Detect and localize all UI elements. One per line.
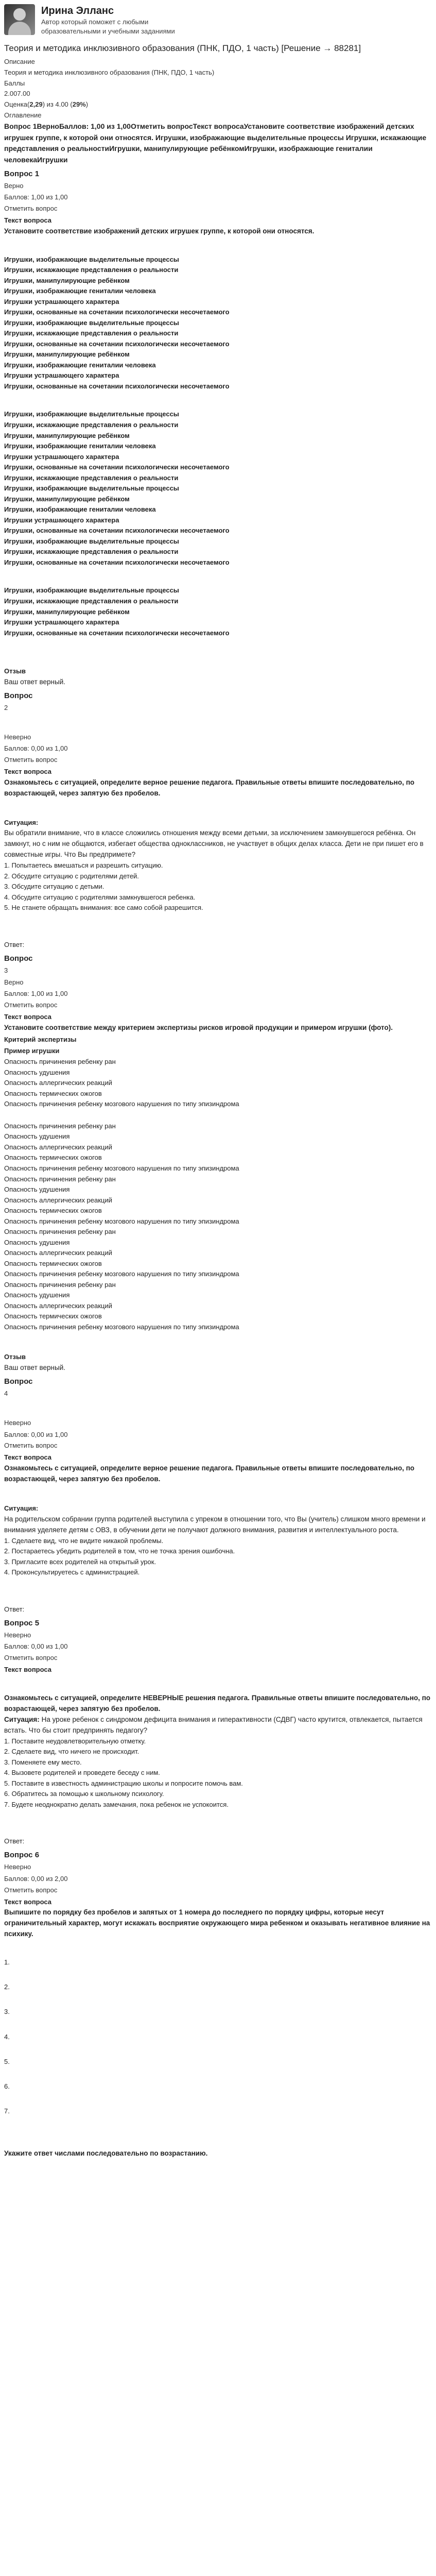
toc-text: Вопрос 1ВерноБаллов: 1,00 из 1,00Отметить вопросТекст вопросаУстановите соответствие изображений детских игрушек группе, к которой они относятся. Игрушки, изображающие выделительные процессы Игрушки, искажающие представления о реальностиИгрушки, манипулирующие ребёнкомИгрушки, изображающие гениталии человекаИгрушки xyxy=(4,122,427,164)
answer-item: Игрушки устрашающего характера xyxy=(4,371,119,380)
numbered-item: 3. xyxy=(4,2008,10,2016)
question-text-label: Текст вопроса xyxy=(4,1897,52,1906)
feedback-text: Ваш ответ верный. xyxy=(4,677,65,686)
criterion-item: Опасность удушения xyxy=(4,1132,70,1141)
question-heading: Вопрос 5 xyxy=(4,1618,40,1628)
criterion-item: Опасность причинения ребенку мозгового нарушения по типу эпизиндрома xyxy=(4,1270,239,1278)
answer-item: Игрушки, манипулирующие ребёнком xyxy=(4,350,130,359)
answer-item: Игрушки, основанные на сочетании психологически несочетаемого xyxy=(4,382,230,390)
criterion-item: Опасность термических ожогов xyxy=(4,1312,102,1320)
answer-item: Игрушки устрашающего характера xyxy=(4,516,119,524)
criterion-item: Опасность причинения ребенку мозгового нарушения по типу эпизиндрома xyxy=(4,1217,239,1225)
options-list xyxy=(4,1536,432,1578)
price-value: 2.007.00 xyxy=(4,90,30,98)
answer-item: Игрушки, основанные на сочетании психологически несочетаемого xyxy=(4,463,230,471)
criterion-item: Опасность причинения ребенку ран xyxy=(4,1058,116,1066)
option-item: 4. Вызовете родителей и проведете беседу с ним. xyxy=(4,1769,160,1777)
answer-item: Игрушки устрашающего характера xyxy=(4,618,119,626)
answer-item: Игрушки, основанные на сочетании психологически несочетаемого xyxy=(4,340,230,348)
options-list xyxy=(4,1736,432,1810)
author-block xyxy=(4,4,432,36)
author-avatar[interactable] xyxy=(4,4,35,35)
question-text-label: Текст вопроса xyxy=(4,1012,52,1021)
situation-label: Ситуация: xyxy=(4,1715,40,1723)
criterion-item: Опасность причинения ребенку ран xyxy=(4,1280,116,1289)
question-status: Неверно xyxy=(4,1863,31,1871)
criterion-item: Опасность причинения ребенку мозгового нарушения по типу эпизиндрома xyxy=(4,1100,239,1108)
numbered-list xyxy=(4,1957,432,2116)
criterion-item: Опасность удушения xyxy=(4,1291,70,1299)
question-status: Верно xyxy=(4,978,24,986)
question-status: Неверно xyxy=(4,733,31,741)
question-score: Баллов: 0,00 из 2,00 xyxy=(4,1875,68,1883)
flag-question-link[interactable]: Отметить вопрос xyxy=(4,1442,58,1450)
answer-item: Игрушки, изображающие выделительные процессы xyxy=(4,484,179,493)
feedback-label: Отзыв xyxy=(4,1353,26,1361)
flag-question-link[interactable]: Отметить вопрос xyxy=(4,1654,58,1662)
description-label: Описание xyxy=(4,58,35,66)
answer-item: Игрушки, изображающие выделительные процессы xyxy=(4,255,179,263)
options-list xyxy=(4,860,432,913)
flag-question-link[interactable]: Отметить вопрос xyxy=(4,756,58,764)
option-item: 3. Поменяете ему место. xyxy=(4,1758,82,1766)
criterion-item: Опасность аллергических реакций xyxy=(4,1079,112,1087)
question-prompt: Выпишите по порядку без пробелов и запятых от 1 номера до последнего по порядку цифры, которые несут ограничительный характер, могут искажать восприятие окружающего мира ребенком и оказывать негативное влияние на психику. xyxy=(4,1908,430,1938)
option-item: 7. Будете неоднократно делать замечания, пока ребенок не успокоится. xyxy=(4,1800,229,1808)
question-prompt: Ознакомьтесь с ситуацией, определите верное решение педагога. Правильные ответы впишите последовательно, по возрастающей, через запятую без пробелов. xyxy=(4,778,414,797)
author-name[interactable]: Ирина Элланс xyxy=(41,5,114,16)
option-item: 3. Пригласите всех родителей на открытый урок. xyxy=(4,1557,156,1566)
criterion-item: Опасность термических ожогов xyxy=(4,1089,102,1097)
question-score: Баллов: 0,00 из 1,00 xyxy=(4,1642,68,1651)
answer-item: Игрушки устрашающего характера xyxy=(4,452,119,461)
question-prompt: Ознакомьтесь с ситуацией, определите верное решение педагога. Правильные ответы впишите последовательно, по возрастающей, через запятую без пробелов. xyxy=(4,1464,414,1483)
question-3 xyxy=(4,953,432,1333)
criterion-item: Опасность аллергических реакций xyxy=(4,1301,112,1310)
rating-of: из 4.00 ( xyxy=(46,100,73,109)
criterion-item: Опасность аллергических реакций xyxy=(4,1143,112,1151)
feedback-label: Отзыв xyxy=(4,667,26,675)
question-1 xyxy=(4,168,432,639)
question-prompt: Установите соответствие между критерием экспертизы рисков игровой продукции и примером игрушки (фото). xyxy=(4,1023,393,1031)
option-item: 5. Не станете обращать внимания: все само собой разрешится. xyxy=(4,904,203,912)
criterion-item: Опасность причинения ребенку ран xyxy=(4,1228,116,1236)
question-heading: Вопрос xyxy=(4,1377,33,1386)
rating-score: 2,29 xyxy=(29,100,43,109)
rating-line: Оценка(2,29) из 4.00 (29%) xyxy=(4,100,89,109)
criterion-item: Опасность причинения ребенку мозгового нарушения по типу эпизиндрома xyxy=(4,1164,239,1172)
option-item: 4. Проконсультируетесь с администрацией. xyxy=(4,1568,140,1577)
numbered-item: 6. xyxy=(4,2082,10,2090)
answer-item: Игрушки, основанные на сочетании психологически несочетаемого xyxy=(4,527,230,535)
answer-item: Игрушки, изображающие гениталии человека xyxy=(4,505,156,514)
answer-item: Игрушки, искажающие представления о реальности xyxy=(4,266,179,274)
numbered-item: 4. xyxy=(4,2032,10,2041)
situation-text: На уроке ребенок с синдромом дефицита внимания и гиперактивности (СДВГ) часто крутится, отвлекается, пытается встать. Что бы стоит предпринять педагогу? xyxy=(4,1715,423,1734)
question-2 xyxy=(4,666,432,951)
rating-prefix: Оценка xyxy=(4,100,28,109)
criterion-item: Опасность удушения xyxy=(4,1185,70,1194)
answer-label: Ответ: xyxy=(4,1605,25,1613)
flag-question-link[interactable]: Отметить вопрос xyxy=(4,1886,58,1894)
option-item: 2. Сделаете вид, что ничего не происходит. xyxy=(4,1748,139,1756)
option-item: 5. Поставите в известность администрацию школы и попросите помочь вам. xyxy=(4,1779,243,1787)
criterion-item: Опасность причинения ребенку мозгового нарушения по типу эпизиндрома xyxy=(4,1323,239,1331)
situation-label: Ситуация: xyxy=(4,1504,39,1512)
feedback-text: Ваш ответ верный. xyxy=(4,1364,65,1372)
question-text-label: Текст вопроса xyxy=(4,1453,52,1462)
answer-item: Игрушки, манипулирующие ребёнком xyxy=(4,607,130,616)
question-text-label: Текст вопроса xyxy=(4,216,52,224)
answer-item: Игрушки, искажающие представления о реальности xyxy=(4,597,179,605)
numbered-item: 1. xyxy=(4,1958,10,1967)
author-info xyxy=(41,4,206,36)
option-item: 1. Сделаете вид, что не видите никакой проблемы. xyxy=(4,1536,164,1545)
answer-item: Игрушки, изображающие выделительные процессы xyxy=(4,537,179,545)
criteria-list xyxy=(4,1057,432,1332)
answer-item: Игрушки, изображающие гениталии человека xyxy=(4,361,156,369)
question-number: 3 xyxy=(4,966,8,974)
question-score: Баллов: 1,00 из 1,00 xyxy=(4,193,68,201)
answer-item: Игрушки, изображающие выделительные процессы xyxy=(4,586,179,595)
question-status: Неверно xyxy=(4,1631,31,1639)
question-status: Верно xyxy=(4,181,24,190)
answer-item: Игрушки, манипулирующие ребёнком xyxy=(4,431,130,439)
question-heading: Вопрос 6 xyxy=(4,1851,40,1860)
question-text-label: Текст вопроса xyxy=(4,767,52,775)
numbered-item: 7. xyxy=(4,2107,10,2115)
option-item: 1. Попытаетесь вмешаться и разрешить ситуацию. xyxy=(4,861,163,870)
situation-label: Ситуация: xyxy=(4,818,39,826)
description-text: Теория и методика инклюзивного образования (ПНК, ПДО, 1 часть) xyxy=(4,68,215,76)
rating-percent: 29% xyxy=(72,100,86,109)
numbered-item: 5. xyxy=(4,2057,10,2065)
answer-item: Игрушки, изображающие выделительные процессы xyxy=(4,318,179,327)
option-item: 3. Обсудите ситуацию с детьми. xyxy=(4,883,104,891)
criterion-item: Опасность аллергических реакций xyxy=(4,1196,112,1204)
question-prompt: Установите соответствие изображений детских игрушек группе, к которой они относятся. xyxy=(4,227,315,235)
question-heading: Вопрос xyxy=(4,954,33,963)
option-item: 4. Обсудите ситуацию с родителями замкнувшегося ребенка. xyxy=(4,893,196,901)
answer-instruction: Укажите ответ числами последовательно по возрастанию. xyxy=(4,2149,208,2158)
option-item: 6. Обратитесь за помощью к школьному психологу. xyxy=(4,1790,164,1798)
question-5 xyxy=(4,1617,432,1848)
question-heading: Вопрос 1 xyxy=(4,169,40,178)
situation-text: Вы обратили внимание, что в классе сложились отношения между всеми детьми, за исключением замкнувшегося ребёнка. Он замкнут, но с ним не общаются, избегает общества одноклассников, не участвует в общих делах класса. Дети не при пишет его в совместные игры. Что Вы предпримете? xyxy=(4,829,424,859)
option-item: 2. Постараетесь убедить родителей в том, что не точка зрения ошибочна. xyxy=(4,1547,235,1555)
situation-line xyxy=(4,1715,432,1736)
answer-item: Игрушки, основанные на сочетании психологически несочетаемого xyxy=(4,308,230,316)
answer-item: Игрушки, манипулирующие ребёнком xyxy=(4,495,130,503)
question-4 xyxy=(4,1352,432,1615)
option-item: 2. Обсудите ситуацию с родителями детей. xyxy=(4,872,139,880)
answer-list-3 xyxy=(4,585,432,638)
criterion-item: Опасность аллергических реакций xyxy=(4,1249,112,1257)
criterion-item: Опасность термических ожогов xyxy=(4,1207,102,1215)
question-heading: Вопрос xyxy=(4,691,33,700)
answer-item: Игрушки устрашающего характера xyxy=(4,297,119,306)
answer-list-1 xyxy=(4,255,432,392)
answer-item: Игрушки, манипулирующие ребёнком xyxy=(4,276,130,284)
answer-item: Игрушки, изображающие гениталии человека xyxy=(4,442,156,450)
answer-item: Игрушки, искажающие представления о реальности xyxy=(4,548,179,556)
criterion-item: Опасность удушения xyxy=(4,1238,70,1246)
question-status: Неверно xyxy=(4,1418,31,1427)
criterion-item: Опасность термических ожогов xyxy=(4,1154,102,1162)
flag-question-link[interactable]: Отметить вопрос xyxy=(4,205,58,213)
answer-item: Игрушки, изображающие гениталии человека xyxy=(4,287,156,295)
question-text-label: Текст вопроса xyxy=(4,1666,52,1674)
answer-item: Игрушки, основанные на сочетании психологически несочетаемого xyxy=(4,558,230,566)
question-score: Баллов: 0,00 из 1,00 xyxy=(4,1430,68,1438)
answer-item: Игрушки, основанные на сочетании психологически несочетаемого xyxy=(4,629,230,637)
criterion-item: Опасность термических ожогов xyxy=(4,1259,102,1267)
rating-suffix: ) xyxy=(85,100,89,109)
numbered-item: 2. xyxy=(4,1983,10,1991)
question-score: Баллов: 0,00 из 1,00 xyxy=(4,744,68,753)
answer-list-2 xyxy=(4,409,432,568)
answer-label: Ответ: xyxy=(4,940,25,948)
option-item: 1. Поставите неудовлетворительную отметку. xyxy=(4,1737,146,1745)
answer-item: Игрушки, искажающие представления о реальности xyxy=(4,329,179,337)
criterion-item: Опасность причинения ребенку ран xyxy=(4,1122,116,1130)
answer-item: Игрушки, искажающие представления о реальности xyxy=(4,473,179,482)
question-prompt: Ознакомьтесь с ситуацией, определите НЕВЕРНЫЕ решения педагога. Правильные ответы впишите последовательно, по возрастающей, через запятую без пробелов. xyxy=(4,1693,431,1713)
criterion-item: Опасность причинения ребенку ран xyxy=(4,1175,116,1183)
toc-label: Оглавление xyxy=(4,111,42,120)
example-label: Пример игрушки xyxy=(4,1047,60,1055)
question-number: 2 xyxy=(4,703,8,711)
criterion-label: Критерий экспертизы xyxy=(4,1035,77,1043)
author-description: Автор который поможет с любыми образовательными и учебными заданиями xyxy=(41,18,175,35)
answer-item: Игрушки, искажающие представления о реальности xyxy=(4,421,179,429)
situation-text: На родительском собрании группа родителей выступила с упреком в отношении того, что Вы (учитель) слишком много времени и внимания уделяете детям с ОВЗ, в обучении дети не получают должного внимания, развития и интеллектуального роста. xyxy=(4,1515,426,1534)
criterion-item xyxy=(4,1110,432,1121)
flag-question-link[interactable]: Отметить вопрос xyxy=(4,1001,58,1009)
question-6 xyxy=(4,1849,432,2159)
answer-item: Игрушки, изображающие выделительные процессы xyxy=(4,410,179,418)
page-title: Теория и методика инклюзивного образования (ПНК, ПДО, 1 часть) [Решение → 88281] xyxy=(4,43,361,54)
criterion-item: Опасность удушения xyxy=(4,1068,70,1076)
question-number: 4 xyxy=(4,1389,8,1398)
score-label: Баллы xyxy=(4,79,25,87)
answer-label: Ответ: xyxy=(4,1837,25,1845)
question-score: Баллов: 1,00 из 1,00 xyxy=(4,990,68,998)
